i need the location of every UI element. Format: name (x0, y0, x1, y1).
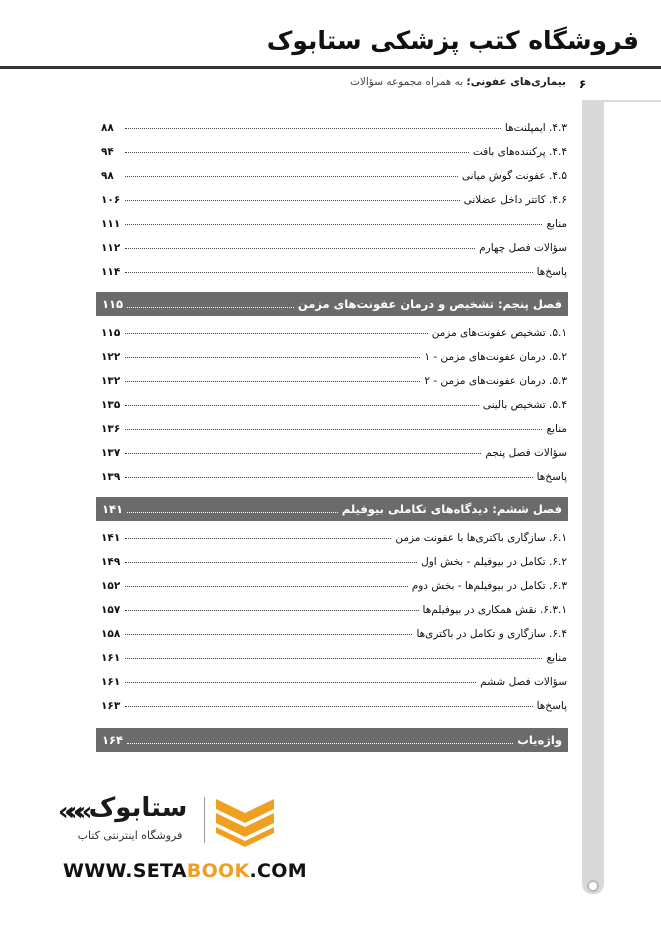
toc-entry-page: ۱۱۲ (101, 242, 121, 254)
toc-entry-page: ۱۳۲ (101, 375, 121, 387)
dot-leader (127, 743, 513, 744)
book-subtitle: به همراه مجموعه سؤالات (350, 76, 467, 88)
toc-entry-page: ۱۲۲ (101, 351, 121, 363)
toc-entry-page: ۱۳۹ (101, 471, 121, 483)
toc-entry-label: پاسخ‌ها (536, 700, 567, 712)
toc-entry-label: منابع (546, 218, 567, 230)
toc-entry[interactable] (101, 618, 567, 640)
dot-leader (125, 405, 479, 406)
toc-entry[interactable] (101, 232, 567, 254)
toc-entry[interactable] (101, 522, 567, 544)
dot-leader (127, 512, 338, 513)
toc-entry[interactable] (101, 570, 567, 592)
toc-entry-page: ۱۶۱ (101, 676, 121, 688)
toc-entry[interactable] (101, 413, 567, 435)
toc-entry[interactable] (101, 666, 567, 688)
toc-entry-page: ۹۸ (101, 170, 114, 182)
toc-entry[interactable] (101, 136, 567, 158)
dot-leader (125, 586, 408, 587)
toc-entry-label: پاسخ‌ها (536, 471, 567, 483)
toc-entry[interactable] (101, 690, 567, 712)
toc-entry-label: سؤالات فصل چهارم (479, 242, 567, 254)
dot-leader (125, 453, 481, 454)
toc-entry[interactable] (101, 594, 567, 616)
toc-entry-label: ۵.۴. تشخیص بالینی (482, 399, 567, 411)
chapter-heading[interactable] (96, 728, 568, 752)
toc-entry-page: ۱۵۲ (101, 580, 121, 592)
toc-entry[interactable] (101, 112, 567, 134)
toc-entry[interactable] (101, 341, 567, 363)
toc-entry[interactable] (101, 546, 567, 568)
toc-entry-page: ۱۴۱ (101, 532, 121, 544)
toc-entry-label: سؤالات فصل پنجم (485, 447, 567, 459)
store-title: فروشگاه کتب پزشکی ستابوک (266, 26, 639, 55)
toc-entry-page: ۹۴ (101, 146, 114, 158)
url-part-1: WWW.SETA (63, 860, 187, 882)
toc-entry-label: ۴.۵. عفونت گوش میانی (461, 170, 567, 182)
site-url[interactable] (63, 860, 307, 882)
logo-wordmark: ستابوک (88, 793, 188, 823)
toc-entry-label: پاسخ‌ها (536, 266, 567, 278)
toc-entry-page: ۱۶۳ (101, 700, 121, 712)
toc-entry[interactable] (101, 184, 567, 206)
toc-entry-label: ۵.۱. تشخیص عفونت‌های مزمن (431, 327, 567, 339)
toc-entry-page: ۸۸ (101, 122, 114, 134)
logo-tagline: فروشگاه اینترنتی کتاب (77, 829, 183, 842)
toc-entry[interactable] (101, 642, 567, 664)
dot-leader (125, 610, 419, 611)
side-bar-ring (587, 880, 599, 892)
dot-leader (125, 248, 475, 249)
toc-entry[interactable] (101, 461, 567, 483)
toc-entry[interactable] (101, 389, 567, 411)
toc-entry-label: ۴.۴. پرکننده‌های بافت (472, 146, 567, 158)
dot-leader (127, 307, 294, 308)
toc-entry-label: منابع (546, 423, 567, 435)
toc-entry-label: ۶.۳.۱. نقش همکاری در بیوفیلم‌ها (422, 604, 567, 616)
dot-leader (125, 634, 412, 635)
toc-entry-page: ۱۱۵ (101, 327, 121, 339)
dot-leader (125, 682, 476, 683)
toc-entry-label: منابع (546, 652, 567, 664)
chapter-label: واژه‌یاب (517, 733, 562, 747)
chapter-label: فصل پنجم: تشخیص و درمان عفونت‌های مزمن (297, 297, 562, 311)
dot-leader (125, 357, 420, 358)
toc-entry-label: ۶.۳. تکامل در بیوفیلم‌ها - بخش دوم (411, 580, 567, 592)
chapter-heading[interactable] (96, 497, 568, 521)
toc-entry[interactable] (101, 317, 567, 339)
dot-leader (125, 381, 420, 382)
logo-divider (204, 797, 205, 843)
chapter-label: فصل ششم: دیدگاه‌های تکاملی بیوفیلم (341, 502, 562, 516)
chapter-page: ۱۴۱ (102, 502, 124, 516)
toc-entry-label: ۵.۳. درمان عفونت‌های مزمن - ۲ (424, 375, 567, 387)
toc-entry[interactable] (101, 256, 567, 278)
running-head (350, 76, 566, 88)
toc-entry-label: ۶.۴. سازگاری و تکامل در باکتری‌ها (416, 628, 567, 640)
toc-entry-label: ۵.۲. درمان عفونت‌های مزمن - ۱ (424, 351, 567, 363)
toc-entry-label: سؤالات فصل ششم (480, 676, 567, 688)
dot-leader (125, 176, 458, 177)
book-chevron-icon (210, 793, 280, 849)
toc-entry-page: ۱۳۶ (101, 423, 121, 435)
toc-entry-page: ۱۳۷ (101, 447, 121, 459)
chapter-page: ۱۱۵ (102, 297, 124, 311)
dot-leader (125, 658, 542, 659)
toc-entry-label: ۶.۱. سازگاری باکتری‌ها با عفونت مزمن (395, 532, 567, 544)
dot-leader (125, 152, 469, 153)
toc-entry-page: ۱۶۱ (101, 652, 121, 664)
logo-arrows: ««« (58, 797, 85, 827)
dot-leader (125, 200, 460, 201)
page-number: ۶ (578, 77, 587, 91)
dot-leader (125, 706, 533, 707)
url-part-3: .COM (249, 860, 307, 882)
chapter-page: ۱۶۴ (102, 733, 124, 747)
dot-leader (125, 562, 417, 563)
chapter-heading[interactable] (96, 292, 568, 316)
url-part-2: BOOK (186, 860, 250, 882)
dot-leader (125, 538, 391, 539)
toc-entry-page: ۱۱۴ (101, 266, 121, 278)
dot-leader (125, 128, 501, 129)
toc-entry-page: ۱۵۷ (101, 604, 121, 616)
toc-entry-page: ۱۰۶ (101, 194, 121, 206)
toc-entry-page: ۱۴۹ (101, 556, 121, 568)
side-bar (582, 100, 604, 894)
book-title: بیماری‌های عفونی؛ (466, 76, 566, 88)
dot-leader (125, 272, 533, 273)
dot-leader (125, 429, 542, 430)
toc-entry-page: ۱۱۱ (101, 218, 121, 230)
top-rule (0, 66, 661, 69)
toc-entry-label: ۴.۳. ایمپلنت‌ها (504, 122, 567, 134)
toc-entry-label: ۴.۶. کاتتر داخل عضلانی (463, 194, 567, 206)
toc-entry[interactable] (101, 208, 567, 230)
toc-entry[interactable] (101, 160, 567, 182)
toc-entry[interactable] (101, 437, 567, 459)
dot-leader (125, 333, 428, 334)
toc-entry-label: ۶.۲. تکامل در بیوفیلم - بخش اول (421, 556, 567, 568)
dot-leader (125, 224, 542, 225)
toc-entry-page: ۱۵۸ (101, 628, 121, 640)
toc-entry[interactable] (101, 365, 567, 387)
dot-leader (125, 477, 533, 478)
toc-entry-page: ۱۳۵ (101, 399, 121, 411)
